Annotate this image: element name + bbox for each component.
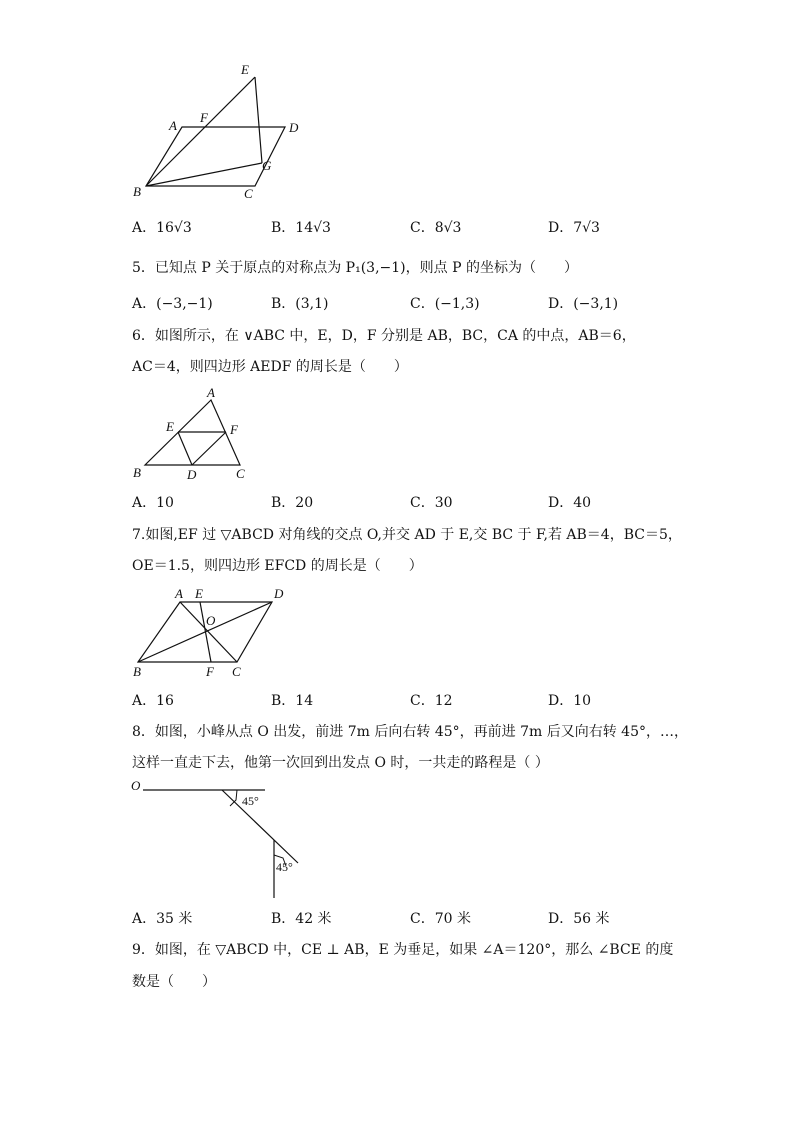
q6-option-d[interactable]: D．40 [548,495,592,511]
q8-angle-2: 45° [276,860,293,874]
q6-label-f: F [230,422,238,437]
q4-option-c[interactable]: C．8√3 [410,220,462,236]
q5-text: 5．已知点 P 关于原点的对称点为 P₁(3,−1)，则点 P 的坐标为（ ） [132,260,578,276]
q9-text-line2: 数是（ ） [132,974,216,990]
q6-label-a: A [207,385,215,400]
q6-label-c: C [236,466,245,481]
q8-label-o: O [131,778,141,793]
q6-option-b[interactable]: B．20 [271,495,314,511]
q7-label-f: F [206,664,214,679]
label-b: B [133,184,141,199]
q8-angle-1: 45° [242,794,259,808]
q8-option-a[interactable]: A．35 米 [132,911,193,927]
q6-text-line1: 6．如图所示，在 ∨ABC 中，E，D，F 分别是 AB，BC，CA 的中点，AB＝6， [132,328,636,344]
q6-option-c[interactable]: C．30 [410,495,453,511]
q7-label-a: A [175,586,183,601]
q7-option-b[interactable]: B．14 [271,693,314,709]
q6-option-a[interactable]: A．10 [132,495,174,511]
q6-label-d: D [187,467,197,482]
q4-option-d[interactable]: D．7√3 [548,220,600,236]
q4-option-b[interactable]: B．14√3 [271,220,331,236]
label-a: A [169,118,177,133]
q7-label-o: O [206,613,216,628]
q6-label-b: B [133,465,141,480]
q7-option-a[interactable]: A．16 [132,693,174,709]
q8-option-c[interactable]: C．70 米 [410,911,471,927]
label-f: F [200,110,208,125]
q4-option-a[interactable]: A．16√3 [132,220,192,236]
q6-text-line2: AC＝4，则四边形 AEDF 的周长是（ ） [132,359,408,375]
q7-text-line2: OE＝1.5，则四边形 EFCD 的周长是（ ） [132,558,423,574]
q8-option-b[interactable]: B．42 米 [271,911,332,927]
q7-label-d: D [274,586,284,601]
q7-label-b: B [133,664,141,679]
q8-text-line2: 这样一直走下去，他第一次回到出发点 O 时，一共走的路程是（ ） [132,755,549,771]
label-d: D [289,120,299,135]
q8-text-line1: 8．如图，小峰从点 O 出发，前进 7m 后向右转 45°，再前进 7m 后又向右转 45°，…， [132,724,688,740]
q7-label-c: C [232,664,241,679]
label-e: E [241,62,249,77]
q7-text-line1: 7.如图,EF 过 ▽ABCD 对角线的交点 O,并交 AD 于 E,交 BC 于 F,若 AB＝4，BC＝5， [132,527,682,543]
q5-option-a[interactable]: A．(−3,−1) [132,296,213,312]
label-g: G [262,158,272,173]
q5-option-d[interactable]: D．(−3,1) [548,296,619,312]
q9-text-line1: 9．如图，在 ▽ABCD 中，CE ⊥ AB，E 为垂足，如果 ∠A＝120°，那么 ∠BCE 的度 [132,942,674,958]
q7-option-c[interactable]: C．12 [410,693,453,709]
q8-option-d[interactable]: D．56 米 [548,911,610,927]
label-c: C [244,186,253,201]
q5-option-c[interactable]: C．(−1,3) [410,296,480,312]
q7-option-d[interactable]: D．10 [548,693,592,709]
q7-label-e: E [195,586,203,601]
q5-option-b[interactable]: B．(3,1) [271,296,329,312]
q6-label-e: E [166,419,174,434]
path-segment-2 [222,790,298,863]
